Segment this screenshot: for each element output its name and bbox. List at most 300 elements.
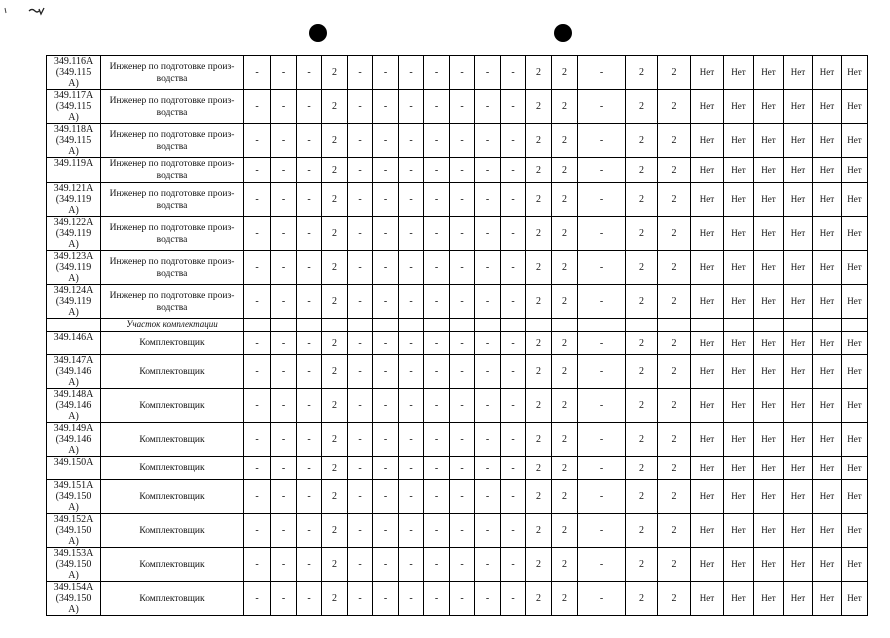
value-cell: 2	[626, 548, 658, 582]
workplace-id-cell	[47, 423, 101, 457]
workplace-id-line: A)	[68, 536, 79, 547]
position-name-line: водства	[156, 73, 188, 84]
value-cell: Нет	[754, 251, 784, 285]
value-cell: Нет	[754, 217, 784, 251]
value-cell: -	[373, 582, 399, 616]
position-name-line: водства	[156, 171, 188, 181]
value-cell: Нет	[842, 457, 868, 480]
value-cell: -	[450, 251, 475, 285]
value-cell: Нет	[691, 480, 724, 514]
value-cell: Нет	[813, 158, 842, 183]
value-cell: -	[578, 480, 626, 514]
workplace-id-line: 349.122A	[53, 217, 94, 228]
value-cell: 2	[552, 251, 578, 285]
empty-cell	[348, 319, 373, 332]
value-cell: -	[297, 355, 322, 389]
workplace-id-cell	[47, 217, 101, 251]
value-cell: 2	[552, 582, 578, 616]
position-name-line: водства	[156, 268, 188, 279]
value-cell: Нет	[842, 480, 868, 514]
value-cell: Нет	[691, 158, 724, 183]
workplace-id-line: 349.152A	[53, 514, 94, 525]
empty-cell	[475, 319, 501, 332]
value-cell: 2	[526, 56, 552, 90]
value-cell: -	[475, 582, 501, 616]
value-cell: -	[424, 332, 450, 355]
value-cell: 2	[658, 183, 691, 217]
workplace-id-cell	[47, 582, 101, 616]
value-cell: Нет	[724, 548, 754, 582]
value-cell: 2	[626, 158, 658, 183]
value-cell: -	[271, 355, 297, 389]
value-cell: -	[348, 251, 373, 285]
value-cell: -	[373, 389, 399, 423]
value-cell: 2	[626, 332, 658, 355]
value-cell: -	[348, 457, 373, 480]
value-cell: -	[399, 457, 424, 480]
empty-cell	[424, 319, 450, 332]
empty-cell	[658, 319, 691, 332]
value-cell: Нет	[754, 514, 784, 548]
workplace-id-cell	[47, 389, 101, 423]
value-cell: 2	[658, 90, 691, 124]
table-row	[47, 158, 868, 183]
value-cell: -	[450, 582, 475, 616]
value-cell: Нет	[691, 285, 724, 319]
empty-cell	[578, 319, 626, 332]
position-name-line: Комплектовщик	[139, 366, 205, 377]
value-cell: -	[297, 514, 322, 548]
value-cell: -	[348, 480, 373, 514]
value-cell: Нет	[784, 457, 813, 480]
value-cell: 2	[552, 158, 578, 183]
value-cell: -	[399, 355, 424, 389]
value-cell: 2	[322, 56, 348, 90]
value-cell: -	[297, 158, 322, 183]
value-cell: 2	[552, 183, 578, 217]
value-cell: Нет	[691, 423, 724, 457]
value-cell: -	[348, 355, 373, 389]
workplace-id-line: A)	[68, 502, 79, 513]
value-cell: 2	[658, 124, 691, 158]
value-cell: 2	[322, 217, 348, 251]
value-cell: Нет	[813, 56, 842, 90]
value-cell: 2	[526, 389, 552, 423]
workplace-id-line: 349.117A	[53, 90, 94, 101]
value-cell: -	[399, 183, 424, 217]
position-name-line: водства	[156, 141, 188, 152]
section-title-cell	[101, 319, 244, 332]
value-cell: Нет	[784, 251, 813, 285]
table-row	[47, 480, 868, 514]
value-cell: -	[244, 158, 271, 183]
value-cell: 2	[526, 285, 552, 319]
value-cell: Нет	[691, 183, 724, 217]
position-name-line: Комплектовщик	[139, 434, 205, 445]
workplace-id-cell	[47, 480, 101, 514]
position-name-line: Инженер по подготовке произ-	[109, 256, 235, 267]
value-cell: -	[424, 285, 450, 319]
value-cell: 2	[322, 332, 348, 355]
value-cell: -	[578, 514, 626, 548]
value-cell: -	[244, 423, 271, 457]
value-cell: Нет	[754, 457, 784, 480]
position-name-line: водства	[156, 302, 188, 313]
value-cell: -	[501, 56, 526, 90]
value-cell: 2	[322, 158, 348, 183]
value-cell: Нет	[784, 56, 813, 90]
workplace-id-line: 349.149A	[53, 423, 94, 434]
position-cell	[101, 480, 244, 514]
position-name-line: Инженер по подготовке произ-	[109, 61, 235, 72]
value-cell: Нет	[724, 217, 754, 251]
value-cell: Нет	[813, 548, 842, 582]
value-cell: -	[475, 480, 501, 514]
workplace-id-line: (349.115	[55, 67, 92, 78]
value-cell: -	[348, 56, 373, 90]
value-cell: Нет	[691, 355, 724, 389]
value-cell: -	[244, 355, 271, 389]
value-cell: 2	[526, 158, 552, 183]
value-cell: -	[373, 217, 399, 251]
value-cell: 2	[322, 548, 348, 582]
position-name-line: Инженер по подготовке произ-	[109, 188, 235, 199]
value-cell: Нет	[784, 514, 813, 548]
value-cell: Нет	[813, 251, 842, 285]
workplace-id-cell	[47, 355, 101, 389]
value-cell: -	[424, 251, 450, 285]
position-cell	[101, 124, 244, 158]
value-cell: -	[424, 355, 450, 389]
value-cell: Нет	[691, 548, 724, 582]
value-cell: Нет	[813, 457, 842, 480]
value-cell: -	[297, 457, 322, 480]
value-cell: -	[348, 183, 373, 217]
workplace-id-line: (349.146	[55, 366, 92, 377]
value-cell: -	[578, 457, 626, 480]
value-cell: -	[271, 183, 297, 217]
value-cell: Нет	[784, 389, 813, 423]
value-cell: -	[373, 251, 399, 285]
value-cell: 2	[526, 480, 552, 514]
value-cell: -	[244, 285, 271, 319]
value-cell: -	[297, 423, 322, 457]
empty-cell	[724, 319, 754, 332]
value-cell: Нет	[813, 183, 842, 217]
value-cell: Нет	[724, 514, 754, 548]
value-cell: -	[424, 457, 450, 480]
workplace-id-line: 349.148A	[53, 389, 94, 400]
value-cell: 2	[658, 158, 691, 183]
value-cell: -	[297, 332, 322, 355]
position-cell	[101, 251, 244, 285]
value-cell: -	[450, 183, 475, 217]
value-cell: 2	[626, 56, 658, 90]
value-cell: 2	[658, 514, 691, 548]
empty-cell	[399, 319, 424, 332]
position-cell	[101, 355, 244, 389]
position-name-line: Комплектовщик	[139, 559, 205, 570]
value-cell: -	[244, 251, 271, 285]
value-cell: -	[244, 480, 271, 514]
value-cell: -	[475, 548, 501, 582]
value-cell: -	[578, 423, 626, 457]
workplace-id-cell	[47, 251, 101, 285]
value-cell: 2	[552, 56, 578, 90]
value-cell: -	[348, 90, 373, 124]
table-row	[47, 285, 868, 319]
value-cell: -	[348, 124, 373, 158]
workplace-id-line: 349.150A	[53, 457, 94, 468]
value-cell: 2	[626, 355, 658, 389]
value-cell: -	[399, 56, 424, 90]
value-cell: -	[244, 514, 271, 548]
value-cell: -	[271, 514, 297, 548]
position-cell	[101, 423, 244, 457]
value-cell: -	[578, 548, 626, 582]
value-cell: -	[399, 480, 424, 514]
value-cell: 2	[658, 251, 691, 285]
value-cell: Нет	[842, 582, 868, 616]
value-cell: 2	[526, 355, 552, 389]
position-cell	[101, 90, 244, 124]
value-cell: Нет	[813, 90, 842, 124]
workplace-id-cell	[47, 514, 101, 548]
table-body	[47, 56, 868, 616]
value-cell: -	[271, 285, 297, 319]
value-cell: -	[578, 285, 626, 319]
table-row	[47, 423, 868, 457]
position-name-line: Инженер по подготовке произ-	[109, 129, 235, 140]
value-cell: -	[450, 285, 475, 319]
value-cell: Нет	[754, 285, 784, 319]
value-cell: 2	[626, 457, 658, 480]
workplace-id-line: A)	[68, 570, 79, 581]
value-cell: 2	[626, 124, 658, 158]
position-cell	[101, 457, 244, 480]
value-cell: Нет	[813, 285, 842, 319]
value-cell: -	[244, 124, 271, 158]
table-row	[47, 251, 868, 285]
value-cell: Нет	[754, 389, 784, 423]
value-cell: Нет	[813, 514, 842, 548]
empty-cell	[297, 319, 322, 332]
workplace-id-line: A)	[68, 146, 79, 157]
value-cell: 2	[658, 285, 691, 319]
value-cell: Нет	[813, 217, 842, 251]
value-cell: -	[244, 56, 271, 90]
value-cell: -	[450, 514, 475, 548]
workplace-id-line: A)	[68, 239, 79, 250]
value-cell: Нет	[784, 480, 813, 514]
value-cell: -	[424, 158, 450, 183]
value-cell: -	[501, 389, 526, 423]
position-name-line: Инженер по подготовке произ-	[109, 95, 235, 106]
workplace-id-cell	[47, 332, 101, 355]
value-cell: Нет	[784, 158, 813, 183]
value-cell: Нет	[691, 457, 724, 480]
table-row	[47, 582, 868, 616]
value-cell: -	[501, 582, 526, 616]
value-cell: -	[501, 332, 526, 355]
value-cell: -	[244, 389, 271, 423]
position-name-line: Инженер по подготовке произ-	[109, 290, 235, 301]
value-cell: Нет	[813, 480, 842, 514]
workplace-id-line: 349.121A	[53, 183, 94, 194]
value-cell: -	[271, 251, 297, 285]
value-cell: -	[373, 457, 399, 480]
workplace-id-line: (349.146	[55, 400, 92, 411]
position-name-line: водства	[156, 234, 188, 245]
value-cell: -	[271, 548, 297, 582]
workplace-table	[46, 55, 868, 616]
value-cell: 2	[322, 389, 348, 423]
value-cell: Нет	[754, 423, 784, 457]
value-cell: -	[297, 389, 322, 423]
value-cell: -	[399, 423, 424, 457]
value-cell: -	[399, 90, 424, 124]
value-cell: Нет	[724, 582, 754, 616]
workplace-id-cell	[47, 158, 101, 183]
value-cell: -	[373, 355, 399, 389]
value-cell: -	[450, 389, 475, 423]
value-cell: -	[450, 355, 475, 389]
value-cell: -	[450, 90, 475, 124]
value-cell: Нет	[754, 582, 784, 616]
value-cell: -	[373, 480, 399, 514]
value-cell: -	[373, 548, 399, 582]
value-cell: -	[450, 457, 475, 480]
value-cell: -	[501, 183, 526, 217]
value-cell: 2	[552, 332, 578, 355]
value-cell: -	[578, 183, 626, 217]
value-cell: -	[501, 514, 526, 548]
value-cell: 2	[626, 423, 658, 457]
position-cell	[101, 332, 244, 355]
value-cell: Нет	[724, 423, 754, 457]
value-cell: -	[373, 56, 399, 90]
value-cell: -	[271, 56, 297, 90]
workplace-id-cell	[47, 183, 101, 217]
value-cell: -	[244, 332, 271, 355]
value-cell: -	[399, 158, 424, 183]
value-cell: Нет	[724, 389, 754, 423]
value-cell: 2	[322, 582, 348, 616]
value-cell: Нет	[784, 217, 813, 251]
value-cell: -	[501, 251, 526, 285]
workplace-id-line: (349.150	[55, 593, 92, 604]
value-cell: -	[399, 332, 424, 355]
value-cell: -	[501, 480, 526, 514]
value-cell: -	[373, 285, 399, 319]
value-cell: Нет	[813, 332, 842, 355]
position-name-line: Комплектовщик	[139, 593, 205, 604]
table-row	[47, 355, 868, 389]
value-cell: Нет	[842, 423, 868, 457]
position-name-line: Комплектовщик	[139, 338, 205, 348]
workplace-id-line: 349.153A	[53, 548, 94, 559]
value-cell: -	[399, 548, 424, 582]
value-cell: 2	[526, 251, 552, 285]
empty-cell	[754, 319, 784, 332]
empty-cell	[322, 319, 348, 332]
value-cell: 2	[626, 389, 658, 423]
value-cell: Нет	[724, 332, 754, 355]
value-cell: Нет	[754, 158, 784, 183]
value-cell: -	[424, 514, 450, 548]
value-cell: Нет	[754, 548, 784, 582]
workplace-id-line: A)	[68, 377, 79, 388]
value-cell: Нет	[724, 56, 754, 90]
empty-cell	[526, 319, 552, 332]
value-cell: Нет	[842, 389, 868, 423]
value-cell: -	[244, 183, 271, 217]
value-cell: 2	[526, 423, 552, 457]
value-cell: Нет	[842, 514, 868, 548]
value-cell: -	[271, 217, 297, 251]
value-cell: -	[578, 251, 626, 285]
value-cell: 2	[626, 480, 658, 514]
value-cell: -	[348, 217, 373, 251]
value-cell: 2	[552, 548, 578, 582]
value-cell: -	[475, 124, 501, 158]
value-cell: -	[271, 332, 297, 355]
table-row	[47, 183, 868, 217]
position-name-line: Инженер по подготовке произ-	[109, 222, 235, 233]
value-cell: -	[424, 389, 450, 423]
value-cell: Нет	[754, 90, 784, 124]
section-row	[47, 319, 868, 332]
value-cell: -	[297, 183, 322, 217]
table-row	[47, 124, 868, 158]
value-cell: -	[348, 389, 373, 423]
workplace-id-line: 349.147A	[53, 355, 94, 366]
value-cell: -	[450, 548, 475, 582]
position-cell	[101, 56, 244, 90]
value-cell: -	[271, 90, 297, 124]
value-cell: Нет	[724, 183, 754, 217]
value-cell: -	[271, 582, 297, 616]
value-cell: -	[475, 285, 501, 319]
workplace-id-cell	[47, 457, 101, 480]
table-row	[47, 90, 868, 124]
value-cell: -	[271, 480, 297, 514]
workplace-id-line: 349.123A	[53, 251, 94, 262]
value-cell: Нет	[754, 480, 784, 514]
value-cell: -	[450, 124, 475, 158]
value-cell: -	[475, 389, 501, 423]
workplace-id-line: (349.119	[55, 296, 92, 307]
value-cell: -	[424, 423, 450, 457]
empty-cell	[373, 319, 399, 332]
value-cell: Нет	[813, 582, 842, 616]
workplace-id-line: A)	[68, 445, 79, 456]
value-cell: -	[501, 423, 526, 457]
empty-cell	[47, 319, 101, 332]
position-name-line: водства	[156, 200, 188, 211]
value-cell: 2	[552, 514, 578, 548]
value-cell: Нет	[691, 582, 724, 616]
value-cell: 2	[658, 548, 691, 582]
value-cell: -	[475, 56, 501, 90]
value-cell: 2	[322, 514, 348, 548]
value-cell: -	[348, 285, 373, 319]
value-cell: -	[450, 480, 475, 514]
value-cell: Нет	[724, 355, 754, 389]
position-name-line: водства	[156, 107, 188, 118]
value-cell: -	[297, 90, 322, 124]
value-cell: 2	[658, 389, 691, 423]
